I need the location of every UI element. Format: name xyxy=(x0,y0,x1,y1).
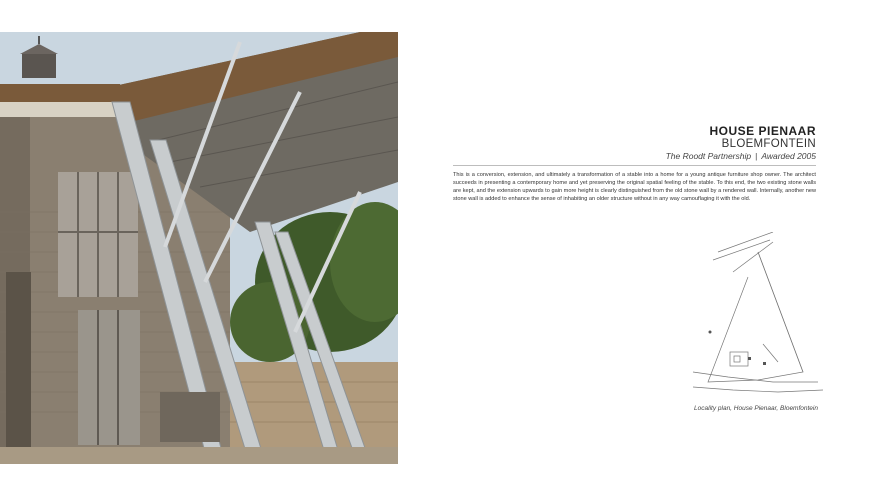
project-info xyxy=(453,124,816,203)
plan-caption: Locality plan, House Pienaar, Bloemfontein xyxy=(694,405,818,412)
award-year: Awarded 2005 xyxy=(761,151,816,161)
project-description: This is a conversion, extension, and ultimately a transformation of a stable into a home for a young antique furniture shop owner. The architect succeeds in presenting a contemporary home and yet preserving the original spatial feeling of the stable. To this end, the two existing stone walls are kept, and the extension upwards to gain more height is clearly distinguished from the old stone wall by a rendered wall. Internally, another new stone wall is added to enhance the sense of inhabiting an older structure without in any way camouflaging it with the old. xyxy=(453,172,816,202)
house-photo xyxy=(0,32,398,464)
locality-plan xyxy=(688,232,828,402)
credit-separator: | xyxy=(755,151,758,161)
project-location: BLOEMFONTEIN xyxy=(721,138,816,150)
locality-plan-drawing xyxy=(688,232,828,402)
project-title: HOUSE PIENAAR xyxy=(709,124,816,138)
architect-name: The Roodt Partnership xyxy=(665,151,752,161)
project-credit xyxy=(453,151,816,166)
house-exterior-image xyxy=(0,32,398,464)
